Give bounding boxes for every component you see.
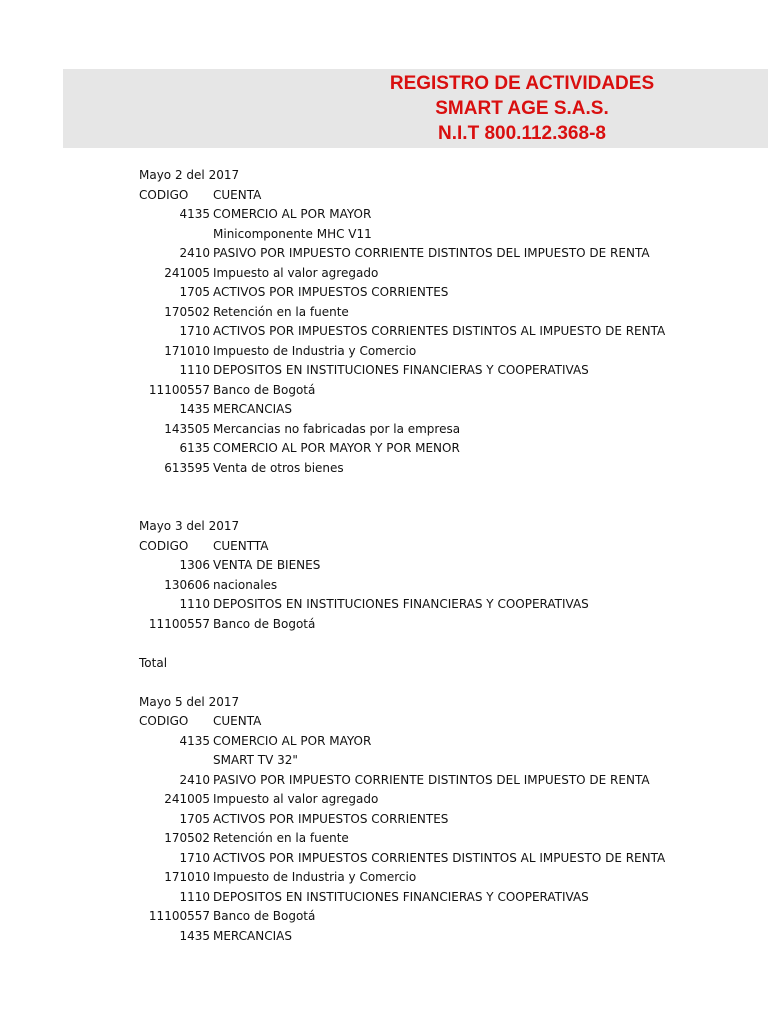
ledger-section: [0, 693, 768, 947]
account-code: 613595: [164, 460, 210, 475]
codigo-header: CODIGO: [139, 538, 189, 553]
ledger-row: [0, 888, 768, 908]
account-name: COMERCIO AL POR MAYOR: [213, 733, 372, 748]
entry-date: Mayo 3 del 2017: [139, 519, 240, 533]
account-name: ACTIVOS POR IMPUESTOS CORRIENTES DISTINTOS AL IMPUESTO DE RENTA: [213, 324, 666, 338]
account-name: DEPOSITOS EN INSTITUCIONES FINANCIERAS Y COOPERATIVAS: [213, 363, 589, 377]
account-code: 171010: [164, 343, 210, 358]
ledger-row: [0, 576, 768, 596]
account-code: 171010: [164, 870, 210, 884]
account-code: 1710: [179, 324, 210, 338]
ledger-row: [0, 868, 768, 888]
account-name: DEPOSITOS EN INSTITUCIONES FINANCIERAS Y COOPERATIVAS: [213, 597, 589, 611]
ledger-row: [0, 283, 768, 303]
ledger-row: [0, 420, 768, 440]
ledger-row: [0, 907, 768, 927]
ledger-row: [0, 829, 768, 849]
account-name: SMART TV 32": [213, 753, 298, 767]
total-label: Total: [139, 655, 168, 670]
account-code: 1110: [179, 889, 210, 904]
account-name: Impuesto al valor agregado: [213, 265, 379, 280]
account-code: 1710: [179, 850, 210, 865]
account-name: ACTIVOS POR IMPUESTOS CORRIENTES DISTINTOS AL IMPUESTO DE RENTA: [213, 850, 666, 865]
entry-date: Mayo 2 del 2017: [139, 168, 240, 182]
account-name: ACTIVOS POR IMPUESTOS CORRIENTES: [213, 285, 449, 299]
account-name: Venta de otros bienes: [213, 460, 344, 475]
account-code: 2410: [179, 246, 210, 260]
ledger-row: [0, 381, 768, 401]
account-name: Impuesto de Industria y Comercio: [213, 870, 417, 884]
ledger-row: [0, 361, 768, 381]
cuenta-header: CUENTA: [213, 714, 262, 728]
total-row: [0, 654, 768, 674]
ledger-row: [0, 615, 768, 635]
account-code: 1110: [179, 597, 210, 611]
ledger-row: [0, 751, 768, 771]
company-name: SMART AGE S.A.S.: [435, 98, 609, 119]
account-name: DEPOSITOS EN INSTITUCIONES FINANCIERAS Y COOPERATIVAS: [213, 889, 589, 904]
ledger-section: [0, 517, 768, 673]
account-code: 241005: [164, 792, 210, 806]
account-code: 130606: [164, 577, 210, 592]
column-header-row: [0, 537, 768, 557]
account-name: PASIVO POR IMPUESTO CORRIENTE DISTINTOS DEL IMPUESTO DE RENTA: [213, 246, 650, 260]
account-name: ACTIVOS POR IMPUESTOS CORRIENTES: [213, 811, 449, 826]
codigo-header: CODIGO: [139, 187, 189, 202]
account-name: Retención en la fuente: [213, 304, 349, 319]
account-code: 143505: [164, 421, 210, 436]
column-header-row: [0, 186, 768, 206]
account-name: COMERCIO AL POR MAYOR Y POR MENOR: [213, 441, 460, 455]
ledger-row: [0, 264, 768, 284]
ledger-row: [0, 400, 768, 420]
ledger-row: [0, 244, 768, 264]
document-title: REGISTRO DE ACTIVIDADES: [389, 73, 655, 94]
account-code: 2410: [179, 772, 210, 787]
account-code: 11100557: [148, 616, 210, 631]
ledger-section: [0, 166, 768, 478]
account-name: Retención en la fuente: [213, 831, 349, 845]
cuenta-header: CUENTTA: [213, 538, 269, 553]
account-name: COMERCIO AL POR MAYOR: [213, 207, 372, 221]
ledger-row: [0, 790, 768, 810]
ledger-row: [0, 732, 768, 752]
spacer: [0, 673, 768, 693]
account-code: 241005: [164, 265, 210, 280]
account-code: 11100557: [148, 382, 210, 397]
ledger-row: [0, 927, 768, 947]
account-name: Banco de Bogotá: [213, 382, 316, 397]
spacer: [0, 634, 768, 654]
codigo-header: CODIGO: [139, 714, 189, 728]
ledger-row: [0, 849, 768, 869]
account-code: 1110: [179, 363, 210, 377]
ledger-row: [0, 459, 768, 479]
account-name: PASIVO POR IMPUESTO CORRIENTE DISTINTOS DEL IMPUESTO DE RENTA: [213, 772, 650, 787]
account-name: Impuesto al valor agregado: [213, 792, 379, 806]
account-code: 1435: [179, 402, 210, 416]
account-name: Impuesto de Industria y Comercio: [213, 343, 417, 358]
account-name: Banco de Bogotá: [213, 616, 316, 631]
account-code: 4135: [179, 207, 210, 221]
company-nit: N.I.T 800.112.368-8: [438, 123, 606, 144]
entry-date: Mayo 5 del 2017: [139, 694, 240, 709]
ledger-row: [0, 322, 768, 342]
ledger-row: [0, 342, 768, 362]
account-name: Mercancias no fabricadas por la empresa: [213, 421, 461, 436]
date-row: [0, 517, 768, 537]
spacer: [0, 478, 768, 498]
ledger-row: [0, 595, 768, 615]
account-code: 1705: [179, 811, 210, 826]
account-code: 11100557: [148, 909, 210, 923]
date-row: [0, 693, 768, 713]
ledger-row: [0, 205, 768, 225]
ledger-row: [0, 771, 768, 791]
spacer: [0, 498, 768, 518]
account-name: MERCANCIAS: [213, 402, 292, 416]
date-row: [0, 166, 768, 186]
ledger-row: [0, 225, 768, 245]
account-code: 1306: [179, 558, 210, 572]
cuenta-header: CUENTA: [213, 187, 262, 202]
ledger-row: [0, 439, 768, 459]
account-name: VENTA DE BIENES: [213, 558, 321, 572]
ledger-content: [0, 166, 768, 946]
account-name: nacionales: [213, 577, 278, 592]
account-code: 1435: [179, 928, 210, 943]
account-code: 170502: [164, 304, 210, 319]
account-name: Banco de Bogotá: [213, 909, 316, 923]
account-code: 6135: [179, 441, 210, 455]
column-header-row: [0, 712, 768, 732]
account-code: 170502: [164, 831, 210, 845]
ledger-row: [0, 810, 768, 830]
account-name: Minicomponente MHC V11: [213, 226, 372, 241]
ledger-row: [0, 556, 768, 576]
document-header: [63, 69, 768, 148]
account-name: MERCANCIAS: [213, 928, 292, 943]
account-code: 4135: [179, 733, 210, 748]
ledger-row: [0, 303, 768, 323]
account-code: 1705: [179, 285, 210, 299]
